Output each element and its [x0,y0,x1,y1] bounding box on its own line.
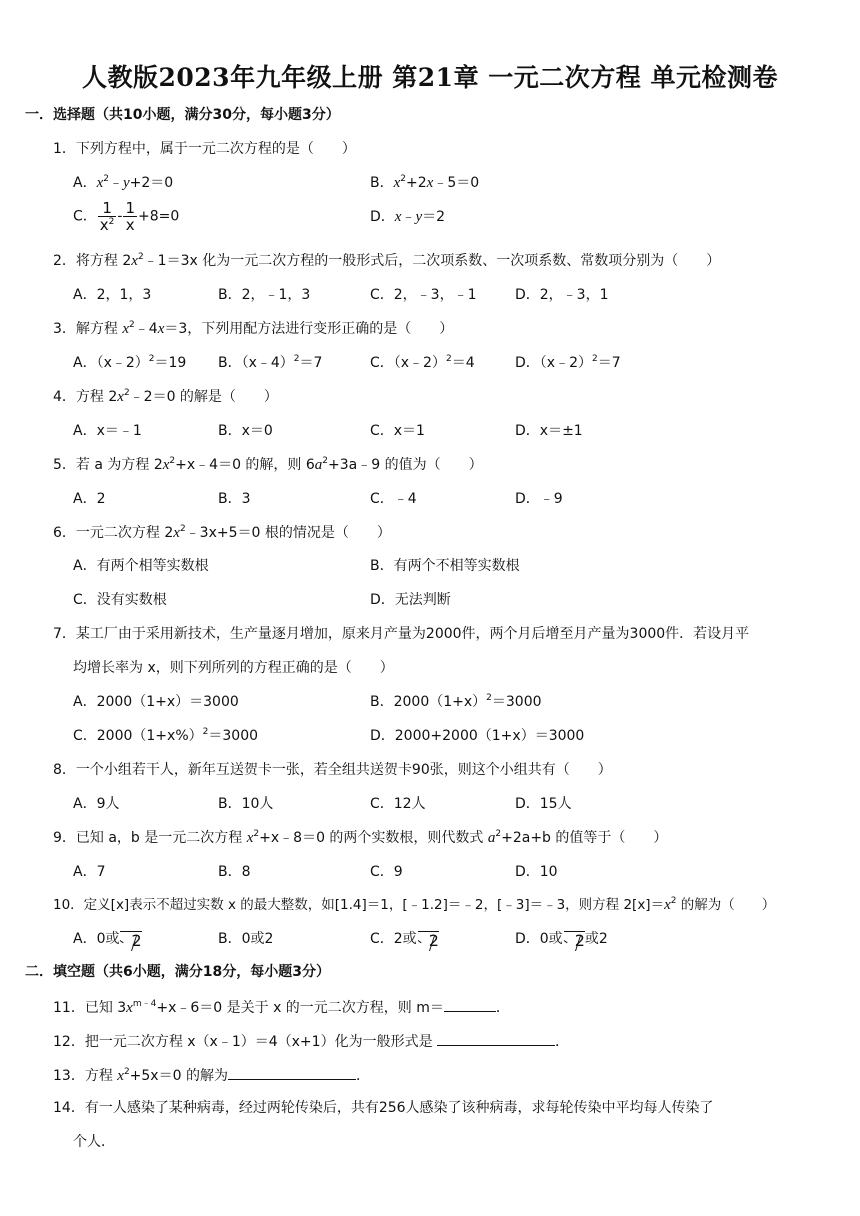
q8-option-a[interactable]: A．9人 [73,796,120,812]
q9-option-b[interactable]: B．8 [218,864,251,880]
q9-option-a[interactable]: A．7 [73,864,106,880]
question-14-stem-line-1: 14．有一人感染了某种病毒，经过两轮传染后，共有256人感染了该种病毒，求每轮传染中平均每人传染了 [53,1100,714,1116]
question-8-stem: 8．一个小组若干人，新年互送贺卡一张，若全组共送贺卡90张，则这个小组共有（ ） [53,762,612,778]
question-10-stem: 10．定义[x]表示不超过实数 x 的最大整数，如[1.4]＝1，[﹣1.2]＝﹣2，[﹣3]＝﹣3，则方程 $2[x]=x^2$ 的解为（ ） [53,896,776,913]
section-heading-fill-in: 二．填空题（共6小题，满分18分，每小题3分） [25,964,330,980]
sqrt-2: 2 [120,931,141,949]
question-5-stem: 5．若 a 为方程 $2x^2+x﹣4=0$ 的解，则 $6a^2+3a﹣9$ 的值为（ ） [53,456,483,473]
q2-option-c[interactable]: C．2，﹣3，﹣1 [370,287,477,303]
q5-option-b[interactable]: B．3 [218,491,251,507]
q1-option-b[interactable]: B．$x^2+2x﹣5=0$ [370,174,480,191]
q4-option-a[interactable]: A．x＝﹣1 [73,423,142,439]
question-2-stem: 2．将方程 $2x^2﹣1=3x$ 化为一元二次方程的一般形式后，二次项系数、一次项系数、常数项分别为（ ） [53,252,721,269]
q3-option-b[interactable]: B．（x﹣4）$^2$＝7 [218,354,323,371]
sqrt-2: 2 [564,931,585,949]
question-9-stem: 9．已知 a，b 是一元二次方程 $x^2+x﹣8=0$ 的两个实数根，则代数式 $a^2+2a+b$ 的值等于（ ） [53,829,668,846]
q6-option-b[interactable]: B．有两个不相等实数根 [370,558,520,574]
q8-option-b[interactable]: B．10人 [218,796,274,812]
q3-option-d[interactable]: D．（x﹣2）$^2$＝7 [515,354,621,371]
question-3-stem: 3．解方程 $x^2﹣4x=3$，下列用配方法进行变形正确的是（ ） [53,320,454,337]
q7-option-c[interactable]: C．$2000(1+x\%)^2=3000$ [73,727,259,744]
q7-option-a[interactable]: A．2000（1+x）＝3000 [73,694,239,710]
q3-option-a[interactable]: A．（x﹣2）$^2$＝19 [73,354,187,371]
q6-option-a[interactable]: A．有两个相等实数根 [73,558,209,574]
q6-option-d[interactable]: D．无法判断 [370,592,451,608]
question-7-stem-line-1: 7．某工厂由于采用新技术，生产量逐月增加，原来月产量为2000件，两个月后增至月产量为3000件．若设月平 [53,626,750,642]
q4-option-d[interactable]: D．x＝±1 [515,423,583,439]
q9-option-c[interactable]: C．9 [370,864,403,880]
q10-option-b[interactable]: B．0或2 [218,931,274,947]
q3-option-c[interactable]: C．（x﹣2）$^2$＝4 [370,354,475,371]
answer-blank[interactable] [444,997,496,1012]
q4-option-b[interactable]: B．x＝0 [218,423,273,439]
q1-option-a[interactable]: A．$x^2﹣y+2=0$ [73,174,174,191]
q7-option-b[interactable]: B．$2000(1+x)^2=3000$ [370,693,542,710]
sqrt-2: 2 [418,931,439,949]
q2-option-b[interactable]: B．2，﹣1，3 [218,287,311,303]
q10-option-a[interactable]: A．0或 2 [73,931,142,950]
q10-option-c[interactable]: C．2或 2 [370,931,439,950]
q10-option-d[interactable]: D．0或 2或2 [515,931,608,950]
question-12-stem: 12．把一元二次方程 x（x﹣1）＝4（x+1）化为一般形式是 ． [53,1031,569,1051]
answer-blank[interactable] [228,1065,356,1080]
question-11-stem: 11．已知 $3x^{m﹣4}+x﹣6=0$ 是关于 x 的一元二次方程，则 m＝ ． [53,999,510,1016]
question-7-stem-line-2: 均增长率为 x，则下列所列的方程正确的是（ ） [73,660,394,676]
fraction-1-over-x2: $\frac{1}{x^2}$ [99,199,115,234]
q5-option-a[interactable]: A．2 [73,491,106,507]
question-4-stem: 4．方程 $2x^2﹣2=0$ 的解是（ ） [53,388,278,405]
q4-option-c[interactable]: C．x＝1 [370,423,425,439]
q7-option-d[interactable]: D．2000+2000（1+x）＝3000 [370,728,585,744]
q9-option-d[interactable]: D．10 [515,864,558,880]
q6-option-c[interactable]: C．没有实数根 [73,592,167,608]
answer-blank[interactable] [437,1031,555,1046]
q2-option-a[interactable]: A．2，1，3 [73,287,152,303]
q8-option-c[interactable]: C．12人 [370,796,426,812]
q1-option-d[interactable]: D．x﹣y＝2 [370,209,446,225]
q1-option-c[interactable]: C． $\frac{1}{x^2}$ - $\frac{1}{x}$ +8=0 [73,199,180,234]
section-heading-choice: 一．选择题（共10小题，满分30分，每小题3分） [25,107,340,123]
fraction-1-over-x: $\frac{1}{x}$ [125,199,136,234]
question-1-stem: 1．下列方程中，属于一元二次方程的是（ ） [53,141,356,157]
question-13-stem: 13．方程 $x^2+5x=0$ 的解为 ． [53,1067,370,1084]
question-6-stem: 6．一元二次方程 $2x^2﹣3x+5=0$ 根的情况是（ ） [53,524,391,541]
q5-option-c[interactable]: C．﹣4 [370,491,417,507]
q5-option-d[interactable]: D．﹣9 [515,491,563,507]
q2-option-d[interactable]: D．2，﹣3，1 [515,287,609,303]
question-14-stem-line-2: 个人． [73,1134,115,1150]
page-title: 人教版2023年九年级上册 第21章 一元二次方程 单元检测卷 [82,63,778,92]
q8-option-d[interactable]: D．15人 [515,796,572,812]
